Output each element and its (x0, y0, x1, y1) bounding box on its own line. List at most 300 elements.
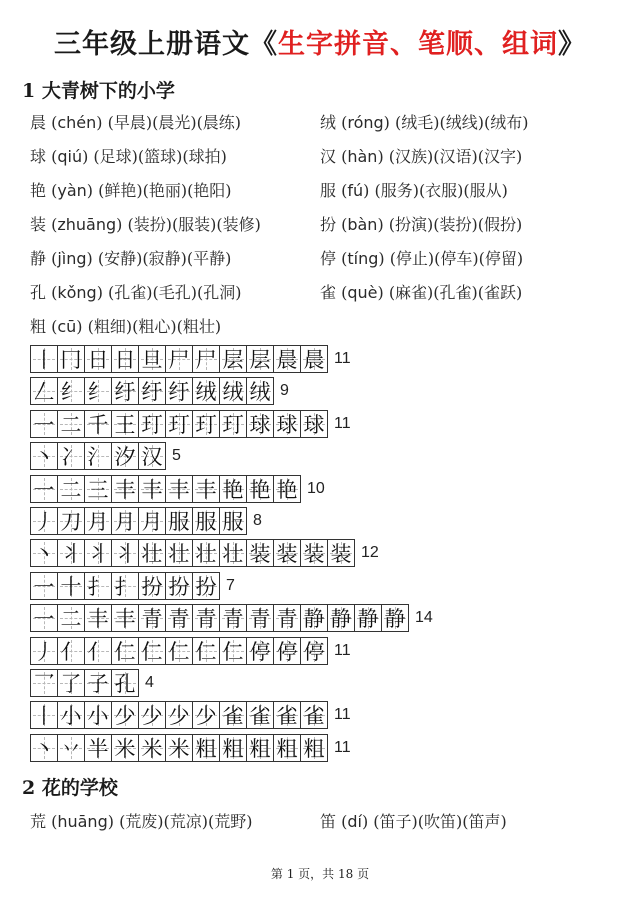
stroke-glyph: 月 (87, 510, 109, 534)
stroke-glyph: 丶 (33, 445, 55, 470)
vocab-pinyin: yàn (57, 181, 87, 200)
stroke-cell (58, 443, 85, 469)
stroke-cell (112, 670, 139, 696)
vocab-entry (30, 144, 227, 167)
stroke-glyph: 亻 (60, 639, 82, 664)
vocab-words: (麻雀)(孔雀)(雀跃) (388, 283, 523, 302)
stroke-cell (301, 638, 328, 664)
stroke-glyph: 粗 (249, 736, 271, 761)
vocab-char: 孔 (30, 283, 47, 302)
stroke-glyph: 少 (195, 704, 217, 729)
vocab-paren: ( (46, 283, 58, 302)
stroke-cell (220, 346, 247, 372)
vocab-entry (320, 809, 507, 832)
vocab-entry (320, 280, 522, 303)
vocab-paren: ( (336, 812, 348, 831)
stroke-glyph: 米 (141, 736, 163, 761)
stroke-glyph: 纡 (168, 380, 190, 405)
stroke-glyph: 停 (249, 639, 271, 664)
stroke-glyph: 尸 (168, 348, 190, 372)
stroke-cell (85, 670, 112, 696)
stroke-glyph: 静 (357, 607, 379, 632)
stroke-glyph: 粗 (222, 736, 244, 761)
stroke-cell (247, 411, 274, 437)
vocab-paren: ) (82, 147, 94, 166)
vocab-words: (早晨)(晨光)(晨练) (107, 113, 242, 132)
vocab-pinyin: kǒng (57, 283, 97, 302)
stroke-glyph: 粗 (276, 736, 298, 761)
stroke-glyph: 三 (87, 477, 109, 502)
stroke-glyph: 亻 (87, 639, 109, 664)
stroke-cell (58, 638, 85, 664)
stroke-cell (85, 411, 112, 437)
stroke-cell (247, 540, 274, 566)
stroke-glyph: 丰 (141, 477, 163, 502)
stroke-glyph: 壮 (141, 542, 163, 567)
stroke-cell (220, 540, 247, 566)
stroke-cell (274, 605, 301, 631)
stroke-count: 11 (334, 738, 351, 756)
vocab-paren: ( (46, 147, 58, 166)
vocab-words: (笛子)(吹笛)(笛声) (373, 812, 507, 831)
vocab-pinyin: huāng (57, 812, 108, 831)
stroke-cell (31, 378, 58, 404)
stroke-cell (274, 735, 301, 761)
stroke-cell (166, 573, 193, 599)
vocab-char: 粗 (30, 317, 47, 336)
vocab-paren: ( (46, 317, 58, 336)
vocab-paren: ( (336, 181, 348, 200)
vocab-char: 雀 (320, 283, 337, 302)
stroke-cell (166, 378, 193, 404)
vocab-pinyin: què (347, 283, 378, 302)
stroke-cell (193, 346, 220, 372)
vocab-paren: ( (336, 249, 348, 268)
stroke-cell (193, 605, 220, 631)
stroke-glyph: 𠃋 (33, 380, 55, 405)
stroke-glyph: 雀 (276, 704, 298, 729)
stroke-glyph: 壮 (168, 542, 190, 567)
stroke-glyph: 球 (303, 412, 325, 437)
stroke-cell (85, 735, 112, 761)
vocab-char: 荒 (30, 812, 47, 831)
stroke-row (30, 669, 154, 697)
stroke-cell (85, 508, 112, 534)
stroke-glyph: 玎 (222, 412, 244, 437)
stroke-cell (139, 443, 166, 469)
stroke-glyph: 层 (222, 348, 244, 372)
vocab-paren: ) (377, 283, 389, 302)
stroke-glyph: 丶 (33, 736, 55, 761)
stroke-count: 9 (280, 382, 289, 400)
stroke-glyph: 层 (249, 348, 271, 372)
stroke-count: 14 (415, 609, 433, 627)
stroke-grid (30, 604, 409, 632)
vocab-pinyin: zhuāng (57, 215, 117, 234)
stroke-glyph: 球 (249, 412, 271, 437)
stroke-glyph: 丿 (33, 639, 55, 664)
stroke-glyph: 服 (168, 510, 190, 534)
stroke-count: 11 (334, 414, 351, 432)
vocab-paren: ) (76, 317, 88, 336)
stroke-cell (31, 443, 58, 469)
stroke-cell (274, 411, 301, 437)
stroke-cell (193, 378, 220, 404)
stroke-cell (166, 702, 193, 728)
vocab-paren: ) (96, 283, 109, 302)
stroke-glyph: 子 (87, 672, 109, 696)
stroke-cell (58, 605, 85, 631)
stroke-cell (220, 702, 247, 728)
stroke-glyph: 艳 (276, 477, 298, 502)
stroke-glyph: 冫 (60, 445, 82, 470)
stroke-glyph: 仁 (222, 639, 244, 664)
stroke-glyph: 青 (168, 607, 190, 632)
vocab-paren: ) (383, 113, 395, 132)
vocab-paren: ) (86, 249, 98, 268)
stroke-row (30, 377, 289, 405)
stroke-glyph: 青 (276, 607, 298, 632)
stroke-cell (382, 605, 409, 631)
stroke-glyph: 绒 (249, 380, 271, 405)
stroke-cell (328, 605, 355, 631)
stroke-glyph: 玎 (168, 412, 190, 437)
stroke-count: 7 (226, 576, 235, 594)
stroke-cell (112, 735, 139, 761)
vocab-words: (足球)(篮球)(球拍) (93, 147, 227, 166)
stroke-glyph: 丿 (33, 510, 55, 534)
stroke-cell (58, 670, 85, 696)
stroke-grid (30, 734, 328, 762)
stroke-cell (31, 346, 58, 372)
stroke-cell (355, 605, 382, 631)
stroke-count: 10 (307, 479, 325, 497)
stroke-cell (139, 573, 166, 599)
stroke-glyph: 米 (114, 736, 136, 761)
vocab-words: (荒废)(荒凉)(荒野) (119, 812, 253, 831)
vocab-entry (320, 178, 508, 201)
stroke-glyph: 玎 (195, 412, 217, 437)
stroke-glyph: 服 (195, 510, 217, 534)
stroke-cell (247, 605, 274, 631)
stroke-cell (85, 476, 112, 502)
stroke-cell (112, 411, 139, 437)
stroke-glyph: 一 (33, 412, 55, 437)
vocab-words: (停止)(停车)(停留) (389, 249, 524, 268)
stroke-glyph: 半 (87, 736, 109, 761)
lesson-heading: 1 大青树下的小学 (22, 80, 175, 102)
stroke-glyph: 纟 (87, 380, 109, 405)
page-footer: 第 1 页，共 18 页 (270, 867, 370, 881)
stroke-grid (30, 669, 139, 697)
stroke-glyph: 服 (222, 510, 244, 534)
stroke-glyph: 二 (60, 477, 82, 502)
stroke-cell (220, 638, 247, 664)
stroke-cell (247, 378, 274, 404)
stroke-cell (193, 735, 220, 761)
stroke-count: 11 (334, 706, 351, 724)
stroke-cell (139, 702, 166, 728)
stroke-count: 5 (172, 447, 181, 465)
stroke-row (30, 345, 351, 373)
stroke-cell (85, 346, 112, 372)
stroke-cell (85, 443, 112, 469)
stroke-cell (58, 476, 85, 502)
vocab-paren: ( (46, 113, 58, 132)
vocab-words: (鲜艳)(艳丽)(艳阳) (98, 181, 232, 200)
vocab-paren: ) (116, 215, 128, 234)
stroke-cell (58, 508, 85, 534)
stroke-glyph: 汉 (141, 445, 163, 470)
stroke-glyph: 绒 (195, 380, 217, 405)
stroke-glyph: 米 (168, 736, 190, 761)
stroke-glyph: 丶 (33, 542, 55, 567)
stroke-glyph: 晨 (276, 348, 298, 372)
stroke-glyph: 日 (114, 348, 136, 372)
stroke-count: 11 (334, 641, 351, 659)
stroke-glyph: 丰 (87, 607, 109, 632)
vocab-pinyin: dí (347, 812, 362, 831)
stroke-cell (112, 443, 139, 469)
stroke-glyph: 二 (60, 607, 82, 632)
stroke-cell (31, 638, 58, 664)
stroke-cell (193, 573, 220, 599)
stroke-cell (31, 670, 58, 696)
stroke-cell (58, 411, 85, 437)
stroke-grid (30, 345, 328, 373)
stroke-glyph: 氵 (87, 445, 109, 470)
vocab-words: (扮演)(装扮)(假扮) (388, 215, 523, 234)
stroke-cell (220, 508, 247, 534)
stroke-cell (31, 540, 58, 566)
vocab-paren: ( (46, 249, 58, 268)
stroke-glyph: 月 (141, 510, 163, 534)
stroke-glyph: 艳 (222, 477, 244, 502)
vocab-paren: ) (361, 812, 374, 831)
stroke-cell (58, 735, 85, 761)
stroke-glyph: 丨 (33, 704, 55, 729)
stroke-cell (274, 540, 301, 566)
vocab-entry (320, 246, 523, 269)
vocab-paren: ( (46, 812, 58, 831)
stroke-glyph: 丰 (114, 607, 136, 632)
vocab-paren: ) (377, 147, 389, 166)
stroke-glyph: 月 (114, 510, 136, 534)
stroke-cell (274, 638, 301, 664)
stroke-cell (139, 605, 166, 631)
stroke-cell (220, 735, 247, 761)
stroke-glyph: 十 (60, 574, 82, 599)
stroke-glyph: 少 (168, 704, 190, 729)
vocab-pinyin: bàn (347, 215, 378, 234)
stroke-cell (166, 638, 193, 664)
vocab-pinyin: róng (347, 113, 384, 132)
vocab-paren: ( (46, 215, 58, 234)
stroke-cell (112, 638, 139, 664)
stroke-glyph: 艳 (249, 477, 271, 502)
stroke-glyph: 扌 (114, 574, 136, 599)
stroke-glyph: 汐 (114, 445, 136, 470)
stroke-cell (328, 540, 355, 566)
stroke-glyph: 晨 (303, 348, 325, 372)
stroke-glyph: 球 (276, 412, 298, 437)
vocab-words: (绒毛)(绒线)(绒布) (394, 113, 529, 132)
stroke-glyph: 停 (303, 639, 325, 664)
stroke-cell (139, 735, 166, 761)
title-highlight: 生字拼音、笔顺、组词 (278, 29, 558, 60)
stroke-glyph: 扮 (168, 574, 190, 599)
stroke-glyph: 纡 (141, 380, 163, 405)
stroke-grid (30, 410, 328, 438)
stroke-cell (193, 540, 220, 566)
stroke-cell (112, 346, 139, 372)
stroke-glyph: 丰 (195, 477, 217, 502)
vocab-pinyin: fú (347, 181, 364, 200)
stroke-glyph: 粗 (195, 736, 217, 761)
vocab-char: 装 (30, 215, 47, 234)
stroke-glyph: 孔 (114, 672, 136, 696)
vocab-paren: ( (336, 147, 348, 166)
stroke-cell (139, 540, 166, 566)
stroke-cell (58, 378, 85, 404)
stroke-glyph: 装 (276, 542, 298, 567)
stroke-cell (166, 605, 193, 631)
stroke-glyph: 丬 (114, 542, 136, 567)
vocab-entry (30, 178, 232, 201)
stroke-glyph: 丰 (114, 477, 136, 502)
stroke-glyph: 壮 (195, 542, 217, 567)
stroke-glyph: 刀 (60, 510, 82, 534)
stroke-count: 12 (361, 544, 379, 562)
stroke-cell (85, 378, 112, 404)
stroke-cell (274, 702, 301, 728)
vocab-paren: ) (378, 249, 390, 268)
stroke-cell (31, 702, 58, 728)
stroke-cell (193, 638, 220, 664)
stroke-cell (58, 702, 85, 728)
stroke-cell (139, 411, 166, 437)
vocab-entry (30, 280, 242, 303)
stroke-glyph: 旦 (141, 348, 163, 372)
vocab-char: 绒 (320, 113, 337, 132)
stroke-glyph: 小 (60, 704, 82, 729)
stroke-row (30, 507, 262, 535)
vocab-entry (30, 110, 241, 133)
stroke-cell (247, 346, 274, 372)
stroke-glyph: 静 (303, 607, 325, 632)
stroke-cell (112, 605, 139, 631)
stroke-cell (85, 702, 112, 728)
stroke-glyph: 一 (33, 607, 55, 632)
vocab-char: 服 (320, 181, 337, 200)
stroke-glyph: 丬 (60, 542, 82, 567)
stroke-glyph: 青 (195, 607, 217, 632)
vocab-paren: ( (336, 283, 348, 302)
vocab-char: 汉 (320, 147, 337, 166)
stroke-glyph: 绒 (222, 380, 244, 405)
stroke-cell (166, 411, 193, 437)
stroke-glyph: 丬 (87, 542, 109, 567)
vocab-char: 笛 (320, 812, 337, 831)
stroke-count: 11 (334, 350, 351, 367)
vocab-words: (粗细)(粗心)(粗壮) (87, 317, 222, 336)
stroke-cell (31, 735, 58, 761)
stroke-glyph: 青 (249, 607, 271, 632)
stroke-glyph: 千 (87, 412, 109, 437)
stroke-row (30, 604, 433, 632)
stroke-cell (301, 346, 328, 372)
stroke-cell (31, 476, 58, 502)
stroke-grid (30, 442, 166, 470)
stroke-cell (112, 702, 139, 728)
lesson-heading: 2 花的学校 (22, 777, 118, 799)
vocab-words: (孔雀)(毛孔)(孔洞) (108, 283, 242, 302)
stroke-cell (112, 476, 139, 502)
stroke-cell (166, 346, 193, 372)
stroke-cell (193, 508, 220, 534)
stroke-glyph: 青 (222, 607, 244, 632)
vocab-char: 艳 (30, 181, 47, 200)
stroke-glyph: 丷 (60, 736, 82, 761)
vocab-entry (320, 144, 522, 167)
stroke-glyph: 静 (384, 607, 406, 632)
stroke-count: 8 (253, 512, 262, 529)
stroke-cell (139, 476, 166, 502)
stroke-cell (58, 346, 85, 372)
vocab-pinyin: hàn (347, 147, 378, 166)
stroke-glyph: 纡 (114, 380, 136, 405)
stroke-grid (30, 539, 355, 567)
stroke-glyph: 仁 (195, 639, 217, 664)
stroke-glyph: 扮 (195, 574, 217, 599)
vocab-paren: ) (107, 812, 120, 831)
stroke-glyph: 雀 (249, 704, 271, 729)
vocab-paren: ) (377, 215, 389, 234)
stroke-cell (139, 638, 166, 664)
stroke-cell (247, 735, 274, 761)
vocab-entry (30, 246, 231, 269)
page-title (0, 22, 640, 61)
vocab-entry (320, 110, 528, 133)
stroke-cell (220, 476, 247, 502)
stroke-cell (247, 702, 274, 728)
stroke-cell (301, 411, 328, 437)
stroke-cell (31, 508, 58, 534)
stroke-cell (139, 378, 166, 404)
stroke-cell (112, 508, 139, 534)
stroke-cell (112, 378, 139, 404)
vocab-entry (30, 314, 221, 337)
stroke-cell (166, 735, 193, 761)
stroke-row (30, 572, 235, 600)
stroke-grid (30, 507, 247, 535)
stroke-row (30, 539, 379, 567)
stroke-glyph: 小 (87, 704, 109, 729)
stroke-glyph: 纟 (60, 380, 82, 405)
stroke-cell (301, 605, 328, 631)
stroke-cell (247, 476, 274, 502)
vocab-pinyin: tíng (347, 249, 379, 268)
stroke-cell (166, 540, 193, 566)
stroke-row (30, 637, 351, 665)
stroke-cell (166, 476, 193, 502)
stroke-glyph: 静 (330, 607, 352, 632)
stroke-cell (220, 605, 247, 631)
stroke-glyph: 少 (114, 704, 136, 729)
stroke-cell (220, 378, 247, 404)
vocab-char: 静 (30, 249, 47, 268)
stroke-glyph: 壮 (222, 542, 244, 567)
